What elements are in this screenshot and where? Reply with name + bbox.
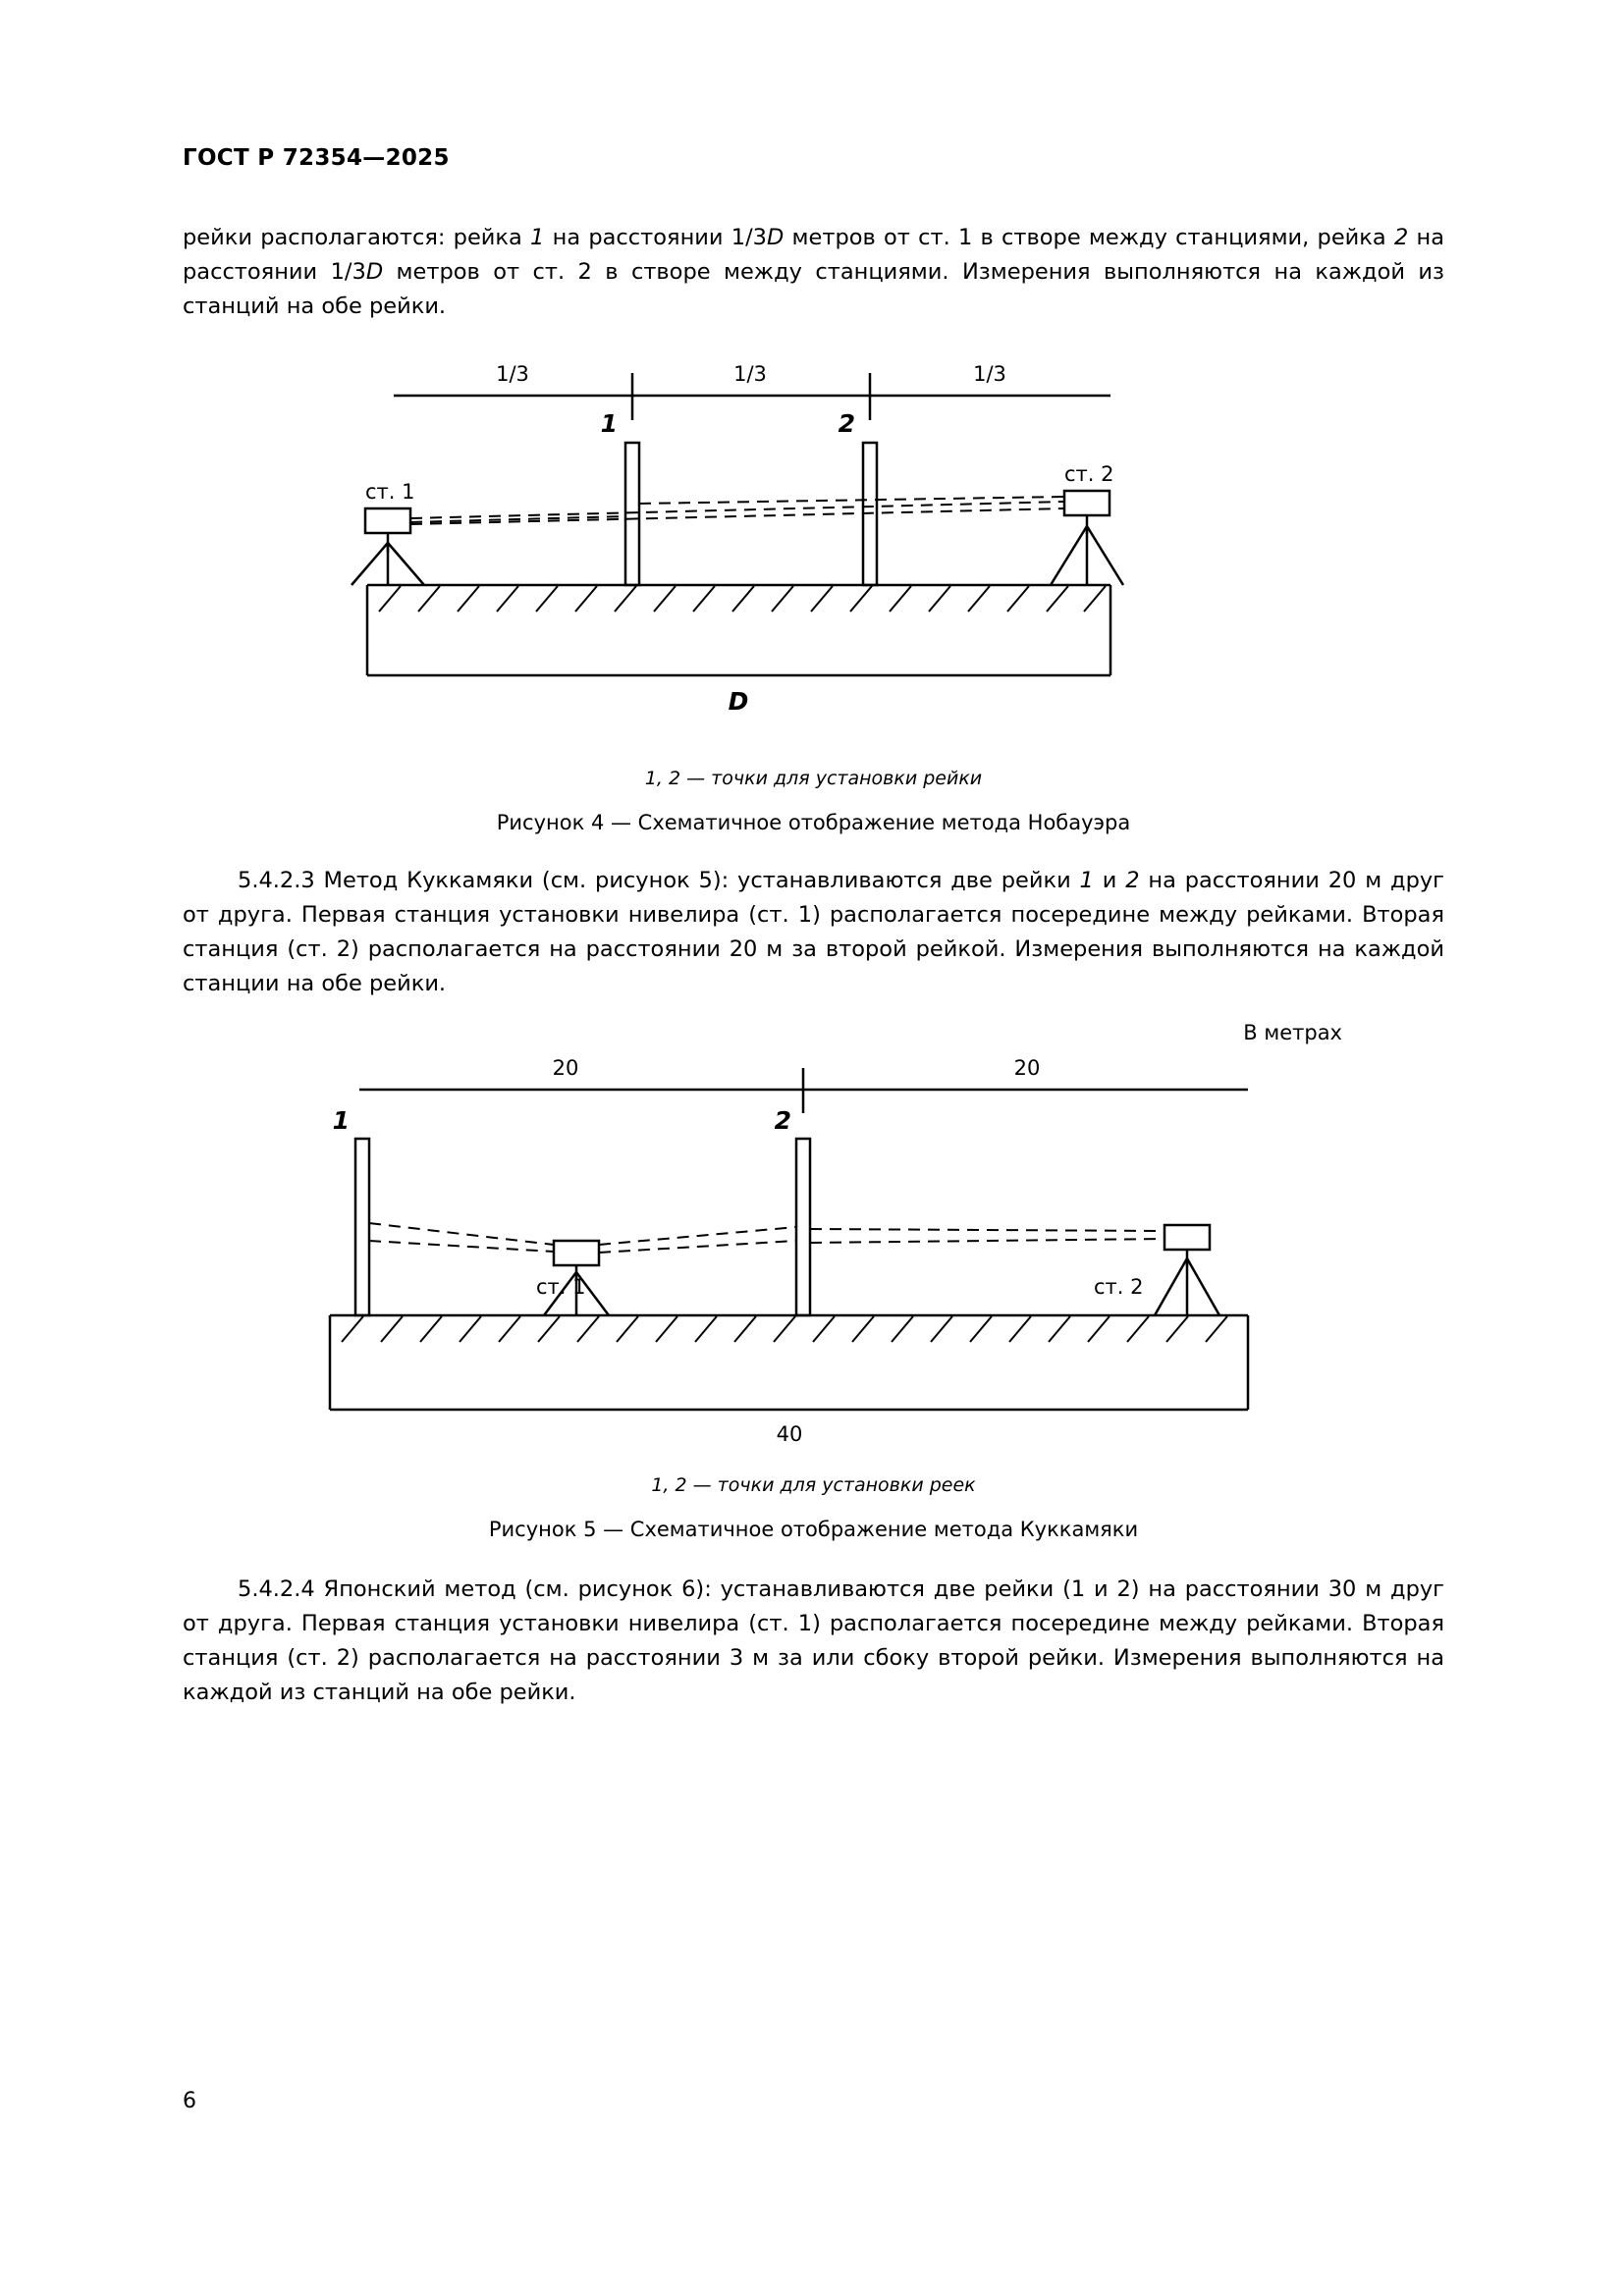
- figure-5-total-label: 40: [776, 1422, 803, 1446]
- figure-5-key: [183, 1474, 1444, 1496]
- clause-number: 5.4.2.4: [238, 1576, 315, 1602]
- figure-4-station1-label: ст. 1: [365, 480, 415, 504]
- figure-5-drawing: [183, 1048, 1444, 1470]
- text-italic: 2: [1125, 868, 1140, 893]
- figure-5-key-text: 1, 2 — точки для установки реек: [651, 1474, 976, 1496]
- figure-5-staff1-label: 1: [332, 1106, 350, 1135]
- figure-4-key-text: 1, 2 — точки для установки рейки: [644, 768, 983, 789]
- figure-4: [183, 342, 1444, 834]
- text-run: и: [1093, 868, 1126, 893]
- text-italic: 1: [530, 225, 545, 250]
- text-run: на расстоянии 1/3: [183, 225, 1445, 285]
- text-italic: D: [766, 225, 785, 250]
- clause-number: 5.4.2.3: [238, 868, 315, 893]
- figure-4-station2-label: ст. 2: [1064, 462, 1114, 486]
- figure-5-seg1-label: 20: [552, 1056, 579, 1080]
- figure-4-seg1-label: 1/3: [496, 362, 529, 386]
- page-header: ГОСТ Р 72354—2025: [183, 145, 450, 171]
- text-run: метров от ст. 2 в створе между станциями. Измерения выполняются на каждой из станций на обе рейки.: [183, 259, 1445, 319]
- text-run: на расстоянии 1/3: [544, 225, 767, 250]
- paragraph-5-4-2-4: [183, 1573, 1444, 1710]
- figure-4-key: [183, 768, 1444, 789]
- figure-5: [183, 1021, 1444, 1541]
- figure-4-seg2-label: 1/3: [733, 362, 767, 386]
- page-content: [183, 221, 1444, 1710]
- figure-5-seg2-label: 20: [1013, 1056, 1041, 1080]
- page-number: 6: [183, 2089, 196, 2113]
- figure-4-staff2-label: 2: [838, 409, 855, 438]
- figure-5-station1-label: ст. 1: [536, 1275, 586, 1299]
- figure-5-staff2-label: 2: [774, 1106, 791, 1135]
- text-run: метров от ст. 1 в створе между станциями, рейка: [784, 225, 1394, 250]
- text-italic: 2: [1393, 225, 1409, 250]
- text-italic: 1: [1079, 868, 1094, 893]
- paragraph-intro: [183, 221, 1444, 324]
- text-run: Метод Куккамяки (см. рисунок 5): устанавливаются две рейки: [314, 868, 1080, 893]
- text-run: Японский метод (см. рисунок 6): устанавливаются две рейки (1 и 2) на расстоянии 30 м друг от друга. Первая станция установки нивелира (ст. 1) располагается посередине между рейками. Вторая станция (ст. 2) располагается на расстоянии 3 м за или сбоку второй рейки. Измерения выполняются на каждой из станций на обе рейки.: [183, 1576, 1444, 1705]
- figure-4-seg3-label: 1/3: [973, 362, 1006, 386]
- figure-4-caption: Рисунок 4 — Схематичное отображение метода Нобауэра: [496, 811, 1131, 834]
- figure-4-drawing: [183, 342, 1444, 764]
- figure-5-units: В метрах: [1243, 1021, 1342, 1044]
- text-italic: D: [365, 259, 384, 285]
- figure-4-total-label: D: [728, 687, 749, 716]
- figure-4-staff1-label: 1: [600, 409, 618, 438]
- text-run: рейки располагаются: рейка: [183, 225, 531, 250]
- paragraph-5-4-2-3: [183, 864, 1444, 1001]
- text-run: на расстоянии 20 м друг от друга. Первая станция установки нивелира (ст. 1) располагается посередине между рейками. Вторая станция (ст. 2) располагается на расстоянии 20 м за второй рейкой. Измерения выполняются на каждой станции на обе рейки.: [183, 868, 1444, 996]
- figure-5-caption: Рисунок 5 — Схематичное отображение метода Куккамяки: [488, 1518, 1139, 1541]
- figure-5-station2-label: ст. 2: [1094, 1275, 1144, 1299]
